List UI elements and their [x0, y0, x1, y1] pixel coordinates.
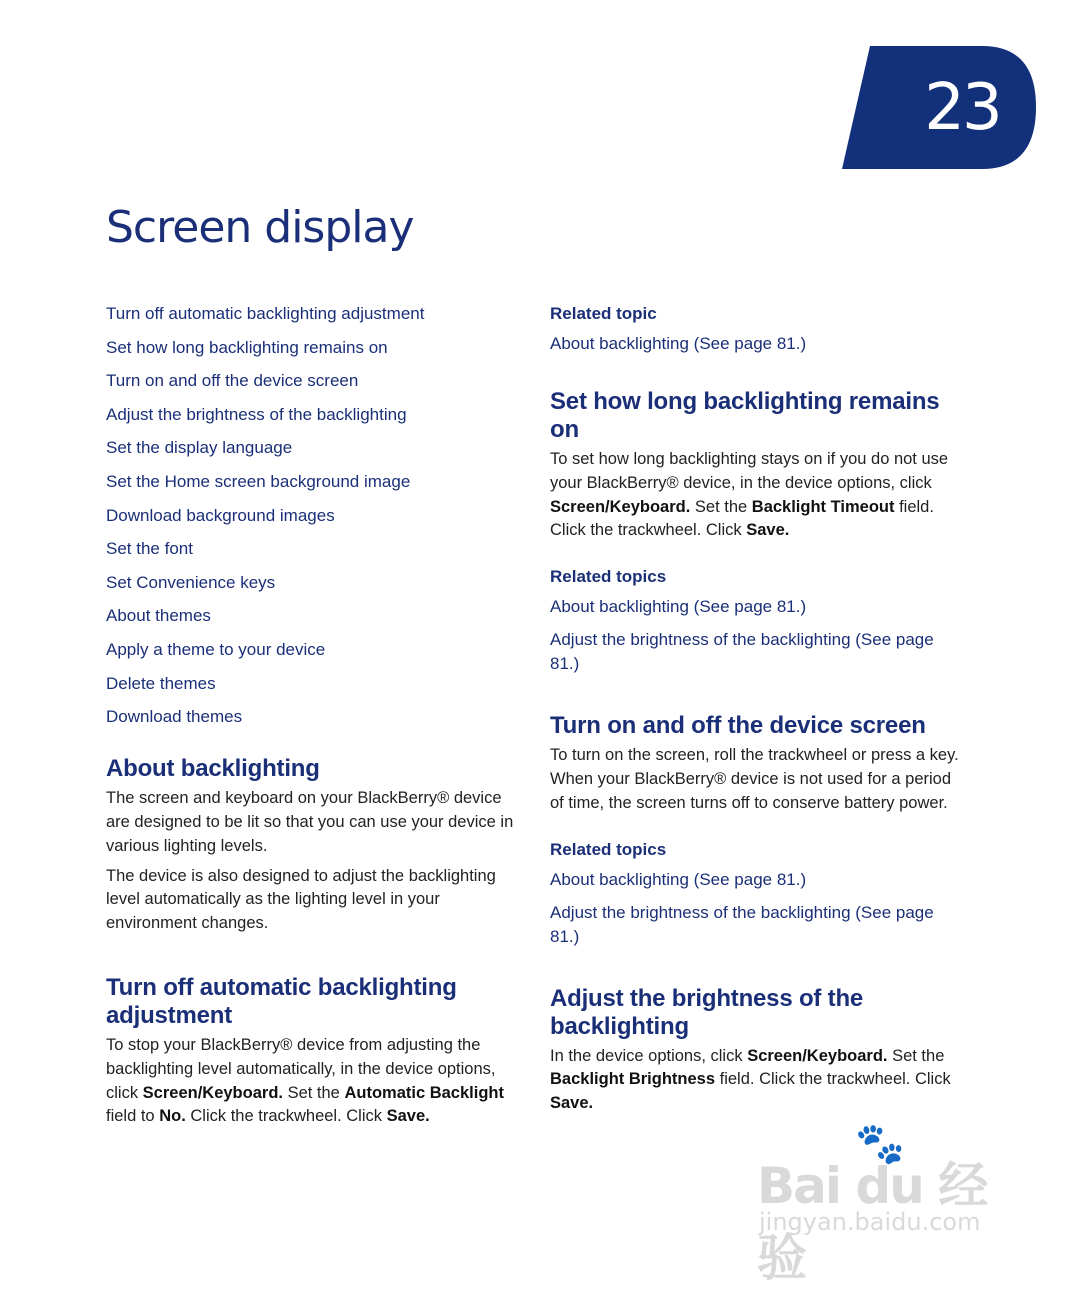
section-turn-off-auto	[106, 974, 518, 1129]
related-link[interactable]: Adjust the brightness of the backlighting (See page 81.)	[550, 902, 934, 946]
toc-link[interactable]: Download themes	[106, 707, 243, 727]
watermark-url: jingyan.baidu.com	[759, 1208, 981, 1236]
toc-link[interactable]: Set how long backlighting remains on	[106, 337, 388, 357]
related-topics-block	[550, 565, 962, 676]
related-topic-block	[550, 302, 962, 356]
section-heading: Turn on and off the device screen	[550, 712, 926, 740]
toc-link[interactable]: Download background images	[106, 505, 335, 525]
related-heading: Related topics	[550, 839, 667, 859]
related-topics-block	[550, 838, 962, 949]
section-turn-on-off	[550, 712, 962, 815]
watermark-logo: Bai du 经验	[757, 1157, 987, 1287]
section-heading: Adjust the brightness of the backlighting	[550, 984, 864, 1040]
related-link[interactable]: Adjust the brightness of the backlighting (See page 81.)	[550, 630, 934, 674]
section-heading: Set how long backlighting remains on	[550, 388, 940, 443]
toc-link[interactable]: Set Convenience keys	[106, 572, 276, 592]
watermark	[755, 1120, 1005, 1287]
page-title: Screen display	[106, 202, 414, 253]
toc-list	[106, 302, 518, 729]
body-paragraph: To turn on the screen, roll the trackwheel or press a key. When your BlackBerry® device is not used for a period of time, the screen turns off to conserve battery power.	[550, 746, 959, 812]
chapter-tab	[842, 46, 1036, 169]
related-heading: Related topics	[550, 567, 667, 587]
related-link[interactable]: About backlighting (See page 81.)	[550, 597, 807, 617]
right-column	[550, 302, 962, 1116]
paw-icon: 🐾	[855, 1121, 905, 1167]
toc-link[interactable]: Set the font	[106, 539, 193, 559]
toc-link[interactable]: Turn off automatic backlighting adjustment	[106, 304, 425, 323]
section-adjust-brightness	[550, 985, 962, 1116]
toc-link[interactable]: Adjust the brightness of the backlighting	[106, 404, 407, 424]
body-paragraph: The device is also designed to adjust the backlighting level automatically as the lighting level in your environment changes.	[106, 866, 496, 933]
body-paragraph: In the device options, click Screen/Keyboard. Set the Backlight Brightness field. Click the trackwheel. Click Save.	[550, 1046, 951, 1113]
toc-link[interactable]: Set the display language	[106, 438, 293, 458]
toc-link[interactable]: Apply a theme to your device	[106, 639, 326, 659]
chapter-number: 23	[924, 71, 1000, 145]
section-heading: About backlighting	[106, 755, 320, 783]
toc-link[interactable]: Delete themes	[106, 673, 216, 693]
body-paragraph: The screen and keyboard on your BlackBerry® device are designed to be lit so that you can use your device in various lighting levels.	[106, 789, 514, 855]
body-paragraph: To stop your BlackBerry® device from adjusting the backlighting level automatically, in the device options, click Screen/Keyboard. Set the Automatic Backlight field to No. Click the trackwheel. Click Save.	[106, 1035, 504, 1126]
related-link[interactable]: About backlighting (See page 81.)	[550, 334, 807, 353]
related-heading: Related topic	[550, 304, 657, 323]
section-about-backlighting	[106, 755, 518, 936]
left-column	[106, 302, 518, 1129]
toc-link[interactable]: Set the Home screen background image	[106, 471, 411, 491]
toc-link[interactable]: Turn on and off the device screen	[106, 371, 359, 391]
toc-link[interactable]: About themes	[106, 606, 211, 626]
body-paragraph: To set how long backlighting stays on if you do not use your BlackBerry® device, in the device options, click Screen/Keyboard. Set the Backlight Timeout field. Click the trackwheel. Click Save.	[550, 450, 949, 540]
section-set-how-long	[550, 388, 962, 543]
section-heading: Turn off automatic backlighting adjustment	[106, 973, 457, 1029]
related-link[interactable]: About backlighting (See page 81.)	[550, 869, 807, 889]
